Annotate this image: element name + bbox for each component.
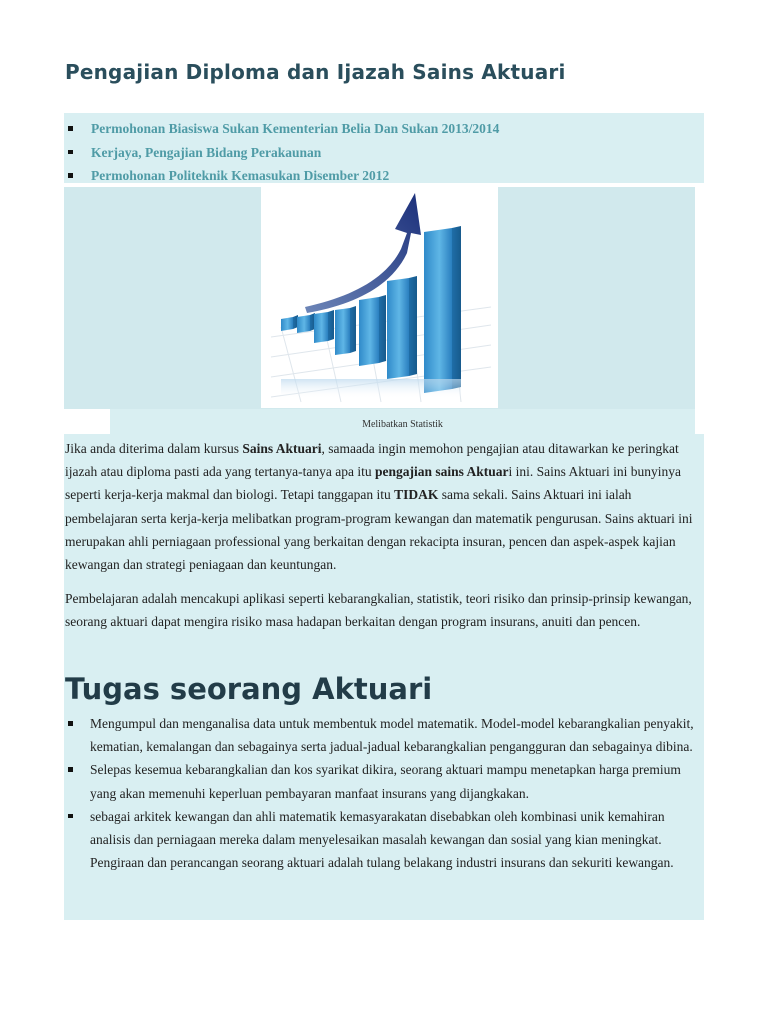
rising-bar-chart-image	[261, 187, 498, 408]
bullet-square-icon	[68, 721, 73, 726]
bullet-square-icon	[68, 767, 73, 772]
emphasis-tidak: TIDAK	[394, 487, 439, 503]
figure-caption-band	[110, 409, 695, 434]
tasks-list	[64, 712, 704, 874]
intro-paragraph-2: Pembelajaran adalah mencakupi aplikasi seperti kebarangkalian, statistik, teori risiko dan prinsip-prinsip kewangan, seorang aktuari dapat mengira risiko masa hadapan berkaitan dengan program insurans, anuiti dan pencen.	[65, 591, 692, 630]
related-link-label[interactable]: Permohonan Politeknik Kemasukan Disember 2012	[91, 168, 390, 183]
intro-paragraph-1: Jika anda diterima dalam kursus Sains Aktuari, samaada ingin memohon pengajian atau ditawarkan ke peringkat ijazah atau diploma pasti ada yang tertanya-tanya apa itu pengajian sains Aktuari ini. Sains Aktuari ini bunyinya seperti kerja-kerja makmal dan biologi. Tetapi tanggapan itu TIDAK sama sekali. Sains Aktuari ini ialah pembelajaran serta kerja-kerja melibatkan program-program kewangan dan matematik pengurusan. Sains aktuari ini merupakan ahli perniagaan professional yang berkaitan dengan rekacipta insuran, pencen dan aspek-aspek kajian kewangan dan strategi peniagaan dan keuntungan.	[65, 441, 693, 573]
bar-chart-illustration	[261, 187, 498, 408]
figure-caption: Melibatkan Statistik	[362, 419, 443, 430]
related-links-box	[64, 113, 704, 183]
bullet-square-icon	[68, 150, 73, 155]
bullet-square-icon	[68, 126, 73, 131]
list-item: Mengumpul dan menganalisa data untuk membentuk model matematik. Model-model kebarangkalian penyakit, kematian, kemalangan dan sebagainya serta jadual-jadual kebarangkalian pengangguran dan sebagainya dibina.	[64, 712, 704, 758]
related-link[interactable]	[64, 141, 704, 165]
related-link-label[interactable]: Permohonan Biasiswa Sukan Kementerian Belia Dan Sukan 2013/2014	[91, 121, 500, 136]
article-body	[64, 434, 704, 920]
related-link-label[interactable]: Kerjaya, Pengajian Bidang Perakaunan	[91, 144, 322, 160]
bullet-square-icon	[68, 814, 73, 819]
emphasis-pengajian: pengajian sains Aktuar	[375, 464, 509, 480]
tasks-heading: Tugas seorang Aktuari	[65, 672, 433, 706]
emphasis-sains-aktuari: Sains Aktuari	[242, 441, 322, 456]
bullet-square-icon	[68, 173, 73, 178]
list-item: sebagai arkitek kewangan dan ahli matematik kemasyarakatan disebabkan oleh kombinasi unik kemahiran analisis dan perniagaan mereka dalam menyelesaikan masalah kewangan dan sosial yang kian meningkat. Pengiraan dan perancangan seorang aktuari adalah tulang belakang industri insurans dan sekuriti kewangan.	[64, 805, 704, 875]
related-link[interactable]	[64, 164, 704, 188]
related-link[interactable]	[64, 117, 704, 141]
related-links-list	[64, 113, 704, 188]
bar-reflection	[281, 379, 461, 399]
page-title: Pengajian Diploma dan Ijazah Sains Aktuari	[65, 60, 566, 84]
list-item: Selepas kesemua kebarangkalian dan kos syarikat dikira, seorang aktuari mampu menetapkan harga premium yang akan memenuhi keperluan pembayaran manfaat insurans yang dijangkakan.	[64, 758, 704, 804]
